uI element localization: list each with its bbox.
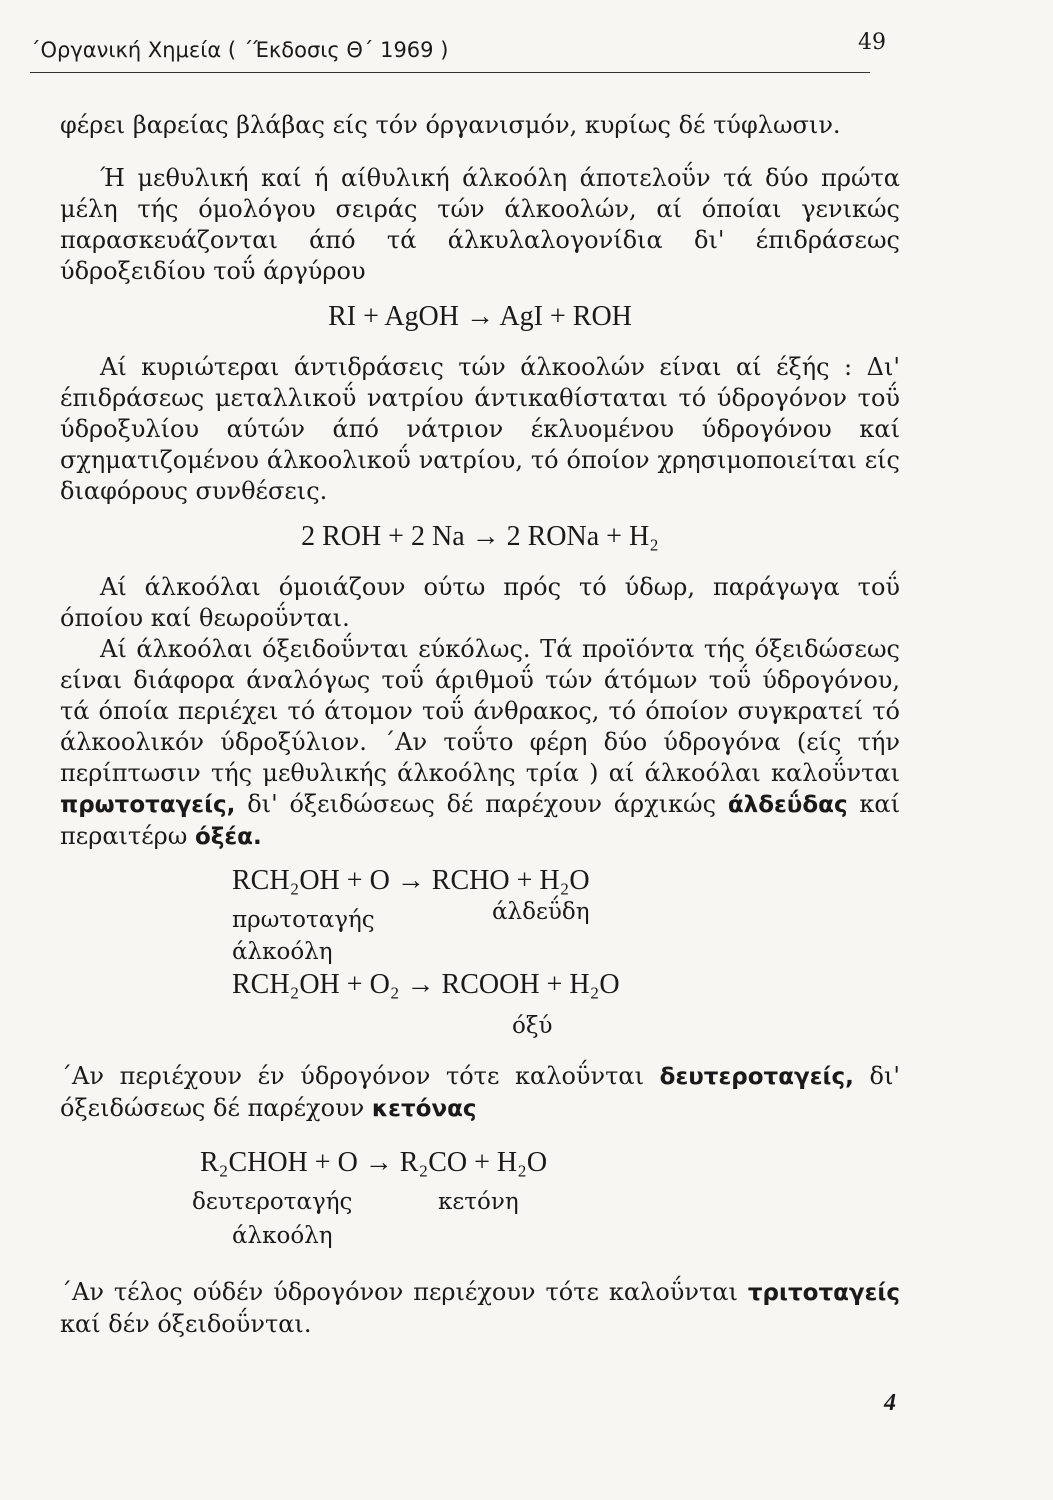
label-ketone: κετόνη [438, 1189, 519, 1215]
page-body [60, 110, 900, 1340]
page-number: 49 [858, 30, 886, 55]
label-primary: πρωτοταγής [232, 907, 375, 933]
running-head: ΄Οργανική Χημεία ( ΄Έκδοσις Θ΄ 1969 ) [30, 38, 870, 73]
keyword-ketones: κετόνας [371, 1096, 477, 1122]
equation-3: RCH₂OH + O → RCHO + H₂O [232, 865, 590, 896]
label-acid: όξύ [512, 1013, 553, 1039]
paragraph-1: φέρει βαρείας βλάβας είς τόν όργανισμόν, κυρίως δέ τύφλωσιν. [60, 111, 841, 139]
label-alcohol-1: άλκοόλη [232, 939, 333, 965]
paragraph-7-text-a: ΄Αν τέλος ούδέν ύδρογόνον περιέχουν τότε καλοΰνται [60, 1278, 738, 1306]
paragraph-5-text-a: Αί άλκοόλαι όξειδοΰνται εύκόλως. Τά προϊόντα τής όξειδώσεως είναι διάφορα άναλόγως τοΰ άριθμοΰ τών άτόμων τοΰ ύδρογόνου, τά όποία περιέχει τό άτομον τοΰ άνθρακος, τό όποίον συγκρατεί τό άλκοολικόν ύδροξύλιον. ΄Αν τοΰτο φέρη δύο ύδρογόνα (είς τήν περίπτωσιν τής μεθυλικής άλκοόλης τρία ) αί άλκοόλαι καλοΰνται [60, 635, 900, 787]
paragraph-6-text-a: ΄Αν περιέχουν έν ύδρογόνον τότε καλοΰνται [60, 1062, 644, 1090]
oxidation-primary-block [60, 865, 900, 1015]
keyword-acids: όξέα. [194, 824, 262, 850]
label-aldehyde: άλδεΰδη [492, 899, 590, 925]
paragraph-3: Αί κυριώτεραι άντιδράσεις τών άλκοολών είναι αί έξής : Δι' έπιδράσεως μεταλλικοΰ νατρίου άντικαθίσταται τό ύδρογόνον τοΰ ύδροξυλίου αύτών άπό νάτριον έκλυομένου ύδρογόνου καί σχηματιζομένου άλκοολικοΰ νατρίου, τό όποίον χρησιμοποιείται είς διαφόρους συνθέσεις. [60, 353, 900, 505]
paragraph-4: Αί άλκοόλαι όμοιάζουν ούτω πρός τό ύδωρ, παράγωγα τοΰ όποίου καί θεωροΰνται. [60, 573, 900, 632]
equation-5: R₂CHOH + O → R₂CO + H₂O [200, 1147, 548, 1178]
paragraph-2: Ή μεθυλική καί ή αίθυλική άλκοόλη άποτελοΰν τά δύο πρώτα μέλη τής όμολόγου σειράς τών άλκοολών, αί όποίαι γενικώς παρασκευάζονται άπό τά άλκυλαλογονίδια δι' έπιδράσεως ύδροξειδίου τοΰ άργύρου [60, 164, 900, 285]
paragraph-7-text-b: καί δέν όξειδοΰνται. [60, 1310, 312, 1338]
equation-2: 2 ROH + 2 Na → 2 RONa + H₂ [301, 521, 659, 552]
label-secondary: δευτεροταγής [192, 1189, 353, 1215]
keyword-secondary: δευτεροταγείς, [659, 1064, 854, 1090]
keyword-primary: πρωτοταγείς, [60, 792, 236, 818]
paragraph-5 [60, 634, 900, 853]
paragraph-6 [60, 1061, 900, 1125]
keyword-aldehydes: άλδεΰδας [727, 792, 848, 818]
keyword-tertiary: τριτοταγείς [747, 1280, 900, 1306]
paragraph-7 [60, 1277, 900, 1340]
acid-label-row [60, 1015, 900, 1047]
label-alcohol-2: άλκοόλη [232, 1223, 333, 1249]
equation-4: RCH₂OH + O₂ → RCOOH + H₂O [232, 969, 620, 1000]
equation-1: RI + AgOH → AgI + ROH [328, 301, 632, 332]
paragraph-5-text-b: δι' όξειδώσεως δέ παρέχουν άρχικώς [247, 790, 717, 818]
oxidation-secondary-block [60, 1147, 900, 1277]
paragraph-5-text-c: καί περαιτέρω [60, 790, 900, 850]
signature-mark: 4 [884, 1390, 896, 1416]
paragraph-6-text-b: δι' όξειδώσεως δέ παρέχουν [60, 1062, 900, 1122]
